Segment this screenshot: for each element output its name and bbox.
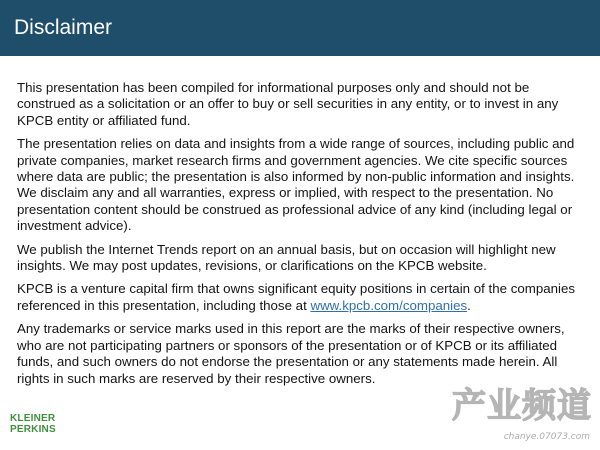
header-bar [0,0,600,56]
paragraph-equity [17,281,589,314]
page-title: Disclaimer [14,16,113,39]
paragraph-trademarks: Any trademarks or service marks used in this report are the marks of their respective owners, who are not participating partners or sponsors of the presentation or of KPCB or its affiliated funds, and such owners do not endorse the presentation or any statements made herein. All rights in such marks are reserved by their respective owners. [17,321,565,386]
logo-line-2: PERKINS [10,424,56,435]
disclaimer-body [17,80,589,394]
paragraph-sources: The presentation relies on data and insights from a wide range of sources, including public and private companies, market research firms and government agencies. We cite specific sources where data are public; the presentation is also informed by non-public information and insights. We disclaim any and all warranties, express or implied, with respect to the presentation. No presentation content should be construed as professional advice of any kind (including legal or investment advice). [17,136,575,234]
paragraph-equity-end: . [467,297,471,313]
kleiner-perkins-logo [10,413,56,435]
watermark [442,386,592,442]
paragraph-solicitation: This presentation has been compiled for informational purposes only and should not be construed as a solicitation or an offer to buy or sell securities in any entity, or to invest in any KPCB entity or affiliated fund. [17,80,559,128]
watermark-text: 产业频道 [452,386,592,426]
logo-line-1: KLEINER [10,413,56,424]
paragraph-equity-text: KPCB is a venture capital firm that owns significant equity positions in certain of the companies referenced in this presentation, including those at [17,281,576,313]
kpcb-companies-link[interactable]: www.kpcb.com/companies [310,297,468,313]
paragraph-publishing: We publish the Internet Trends report on an annual basis, but on occasion will highlight new insights. We may post updates, revisions, or clarifications on the KPCB website. [17,241,556,274]
watermark-url: chanye.07073.com [503,432,590,442]
